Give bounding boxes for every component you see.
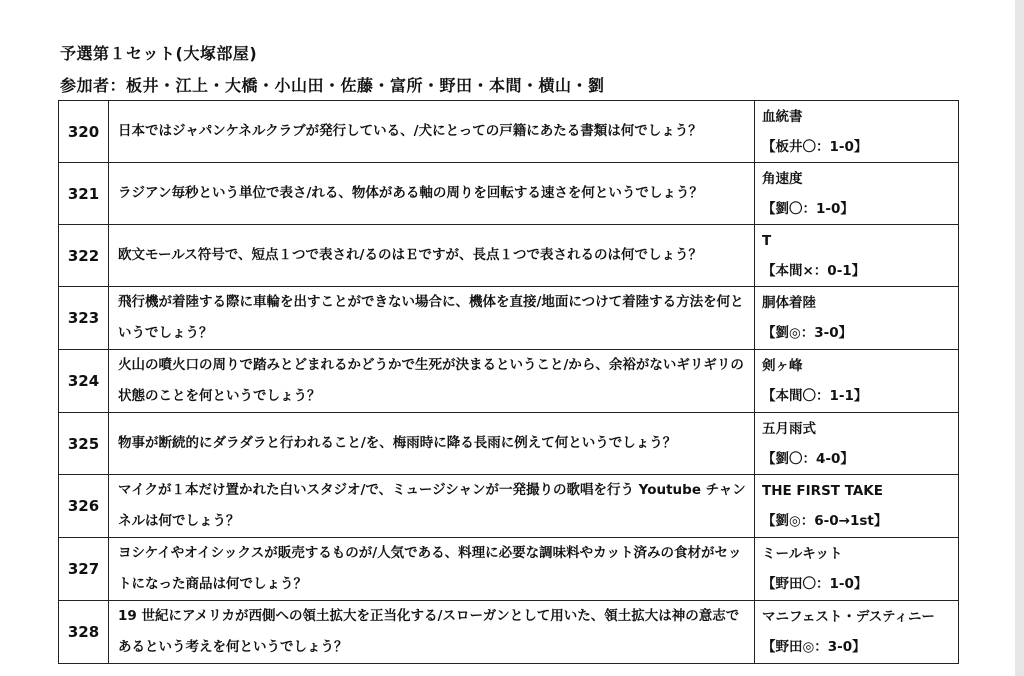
question-number: 326	[59, 475, 109, 538]
answer-text: THE FIRST TAKE	[762, 483, 883, 499]
table-row	[59, 538, 959, 601]
answer-result: 【本間×：0-1】	[762, 262, 866, 279]
answer-cell	[755, 538, 959, 601]
answer-text: 五月雨式	[762, 420, 816, 437]
question-number: 328	[59, 601, 109, 664]
answer-text: ミールキット	[762, 546, 843, 562]
question-text: ヨシケイやオイシックスが販売するものが/人気である、料理に必要な調味料やカット済みの食材がセットになった商品は何でしょう？	[109, 538, 755, 601]
question-number: 322	[59, 225, 109, 287]
question-text: 物事が断続的にダラダラと行われること/を、梅雨時に降る長雨に例えて何というでしょう？	[109, 413, 755, 475]
question-number: 320	[59, 101, 109, 163]
table-row	[59, 475, 959, 538]
set-title: 予選第１セット(大塚部屋)	[60, 44, 258, 63]
answer-cell	[755, 350, 959, 413]
answer-cell	[755, 475, 959, 538]
answer-result: 【劉◎：6-0→1st】	[762, 513, 888, 529]
table-row	[59, 225, 959, 287]
answer-cell	[755, 601, 959, 664]
table-row	[59, 350, 959, 413]
table-row	[59, 287, 959, 350]
answer-text: 血統書	[762, 108, 803, 125]
answer-result: 【劉◎：3-0】	[762, 325, 853, 341]
answer-cell	[755, 287, 959, 350]
question-number: 321	[59, 163, 109, 225]
question-table	[58, 100, 959, 664]
question-text: 日本ではジャパンケネルクラブが発行している、/犬にとっての戸籍にあたる書類は何でしょう？	[109, 101, 755, 163]
question-text: 欧文モールス符号で、短点１つで表され/るのはＥですが、長点１つで表されるのは何でしょう？	[109, 225, 755, 287]
table-row	[59, 413, 959, 475]
question-text: 飛行機が着陸する際に車輪を出すことができない場合に、機体を直接/地面につけて着陸する方法を何というでしょう？	[109, 287, 755, 350]
participants-line: 参加者：板井・江上・大橋・小山田・佐藤・富所・野田・本間・横山・劉	[60, 76, 605, 95]
answer-result: 【劉〇：1-0】	[762, 200, 854, 217]
answer-text: マニフェスト・デスティニー	[762, 609, 935, 625]
answer-cell	[755, 225, 959, 287]
question-text: マイクが１本だけ置かれた白いスタジオ/で、ミュージシャンが一発撮りの歌唱を行う Youtube チャンネルは何でしょう？	[109, 475, 755, 538]
question-number: 324	[59, 350, 109, 413]
answer-text: T	[762, 232, 772, 249]
question-number: 327	[59, 538, 109, 601]
answer-cell	[755, 413, 959, 475]
question-text: ラジアン毎秒という単位で表さ/れる、物体がある軸の周りを回転する速さを何というでしょう？	[109, 163, 755, 225]
answer-result: 【板井〇：1-0】	[762, 138, 868, 155]
table-row	[59, 101, 959, 163]
page-edge	[1015, 0, 1024, 676]
question-text: 火山の噴火口の周りで踏みとどまれるかどうかで生死が決まるということ/から、余裕がないギリギリの状態のことを何というでしょう？	[109, 350, 755, 413]
table-row	[59, 601, 959, 664]
question-text: 19 世紀にアメリカが西側への領土拡大を正当化する/スローガンとして用いた、領土拡大は神の意志であるという考えを何というでしょう？	[109, 601, 755, 664]
answer-result: 【野田◎：3-0】	[762, 639, 866, 655]
answer-result: 【本間〇：1-1】	[762, 388, 868, 404]
answer-cell	[755, 101, 959, 163]
answer-result: 【劉〇：4-0】	[762, 450, 854, 467]
answer-text: 剣ヶ峰	[762, 358, 803, 374]
table-row	[59, 163, 959, 225]
question-number: 323	[59, 287, 109, 350]
answer-result: 【野田〇：1-0】	[762, 576, 868, 592]
answer-cell	[755, 163, 959, 225]
answer-text: 角速度	[762, 170, 803, 187]
question-number: 325	[59, 413, 109, 475]
answer-text: 胴体着陸	[762, 295, 816, 311]
